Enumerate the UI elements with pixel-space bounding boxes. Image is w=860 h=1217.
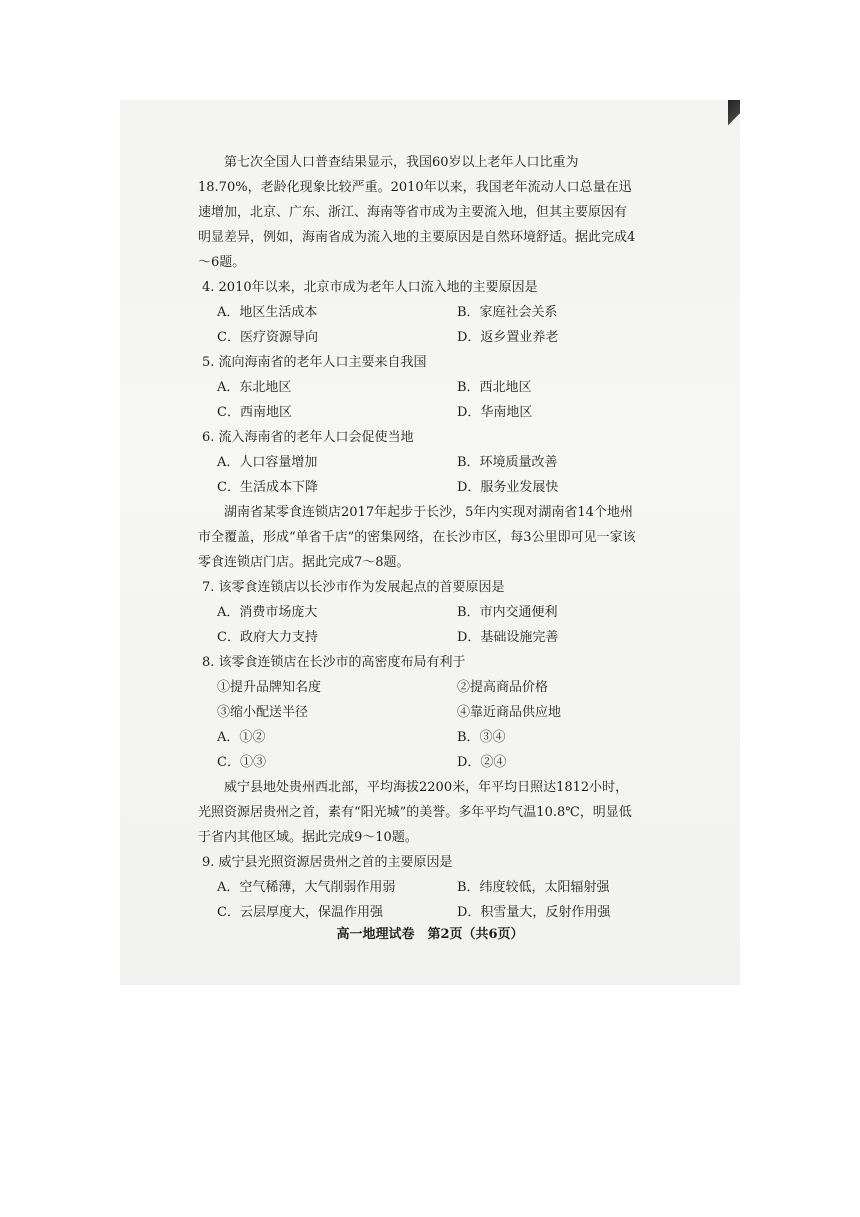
option-a: A．东北地区 [217, 380, 292, 395]
option-b: B．家庭社会关系 [457, 305, 558, 320]
option-c: C．云层厚度大，保温作用强 [217, 905, 383, 920]
option-a: A．①② [217, 730, 266, 745]
statement-3: ③缩小配送半径 [217, 705, 309, 720]
option-c: C．医疗资源导向 [217, 330, 318, 345]
option-b: B．市内交通便利 [457, 605, 558, 620]
page-footer: 高一地理试卷 第2页（共6页） [336, 927, 524, 942]
question-4-options [217, 300, 638, 350]
option-b: B．西北地区 [457, 380, 532, 395]
question-7-stem: 7. 该零食连锁店以长沙市作为发展起点的首要原因是 [202, 580, 505, 595]
question-5-stem: 5. 流向海南省的老年人口主要来自我国 [202, 355, 427, 370]
question-9-options [217, 875, 638, 925]
passage-1: 第七次全国人口普查结果显示，我国60岁以上老年人口比重为18.70%，老龄化现象比较严重。2010年以来，我国老年流动人口总量在迅速增加，北京、广东、浙江、海南等省市成为主要流入地，但其主要原因有明显差异，例如，海南省成为流入地的主要原因是自然环境舒适。据此完成4～6题。 [198, 155, 636, 270]
option-d: D．②④ [457, 755, 507, 770]
passage-2: 湖南省某零食连锁店2017年起步于长沙，5年内实现对湖南省14个地州市全覆盖，形成“单省千店”的密集网络，在长沙市区，每3公里即可见一家该零食连锁店门店。据此完成7～8题。 [198, 505, 636, 570]
question-7-options [217, 600, 638, 650]
option-a: A．人口容量增加 [217, 455, 318, 470]
option-d: D．返乡置业养老 [457, 330, 559, 345]
question-9-stem: 9. 威宁县光照资源居贵州之首的主要原因是 [202, 855, 453, 870]
option-a: A．消费市场庞大 [217, 605, 318, 620]
statement-4: ④靠近商品供应地 [457, 705, 562, 720]
option-c: C．①③ [217, 755, 266, 770]
statement-1: ①提升品牌知名度 [217, 680, 322, 695]
option-d: D．基础设施完善 [457, 630, 559, 645]
question-4-stem: 4. 2010年以来，北京市成为老年人口流入地的主要原因是 [202, 280, 538, 295]
statement-2: ②提高商品价格 [457, 680, 549, 695]
option-a: A．空气稀薄，大气削弱作用弱 [217, 880, 396, 895]
question-5-options [217, 375, 638, 425]
option-b: B．③④ [457, 730, 506, 745]
option-c: C．西南地区 [217, 405, 292, 420]
option-c: C．政府大力支持 [217, 630, 318, 645]
option-d: D．服务业发展快 [457, 480, 559, 495]
option-d: D．华南地区 [457, 405, 533, 420]
question-6-stem: 6. 流入海南省的老年人口会促使当地 [202, 430, 414, 445]
question-6-options [217, 450, 638, 500]
option-b: B．环境质量改善 [457, 455, 558, 470]
question-8-stem: 8. 该零食连锁店在长沙市的高密度布局有利于 [202, 655, 466, 670]
option-d: D．积雪量大，反射作用强 [457, 905, 611, 920]
exam-content [198, 150, 638, 925]
passage-3: 威宁县地处贵州西北部，平均海拔2200米，年平均日照达1812小时，光照资源居贵州之首，素有“阳光城”的美誉。多年平均气温10.8℃，明显低于省内其他区域。据此完成9～10题。 [198, 780, 632, 845]
question-8-options [217, 725, 638, 775]
option-b: B．纬度较低，太阳辐射强 [457, 880, 610, 895]
question-8-statements [217, 675, 638, 725]
page-corner-mark [728, 100, 740, 130]
scanned-page [120, 100, 740, 985]
option-a: A．地区生活成本 [217, 305, 318, 320]
option-c: C．生活成本下降 [217, 480, 318, 495]
